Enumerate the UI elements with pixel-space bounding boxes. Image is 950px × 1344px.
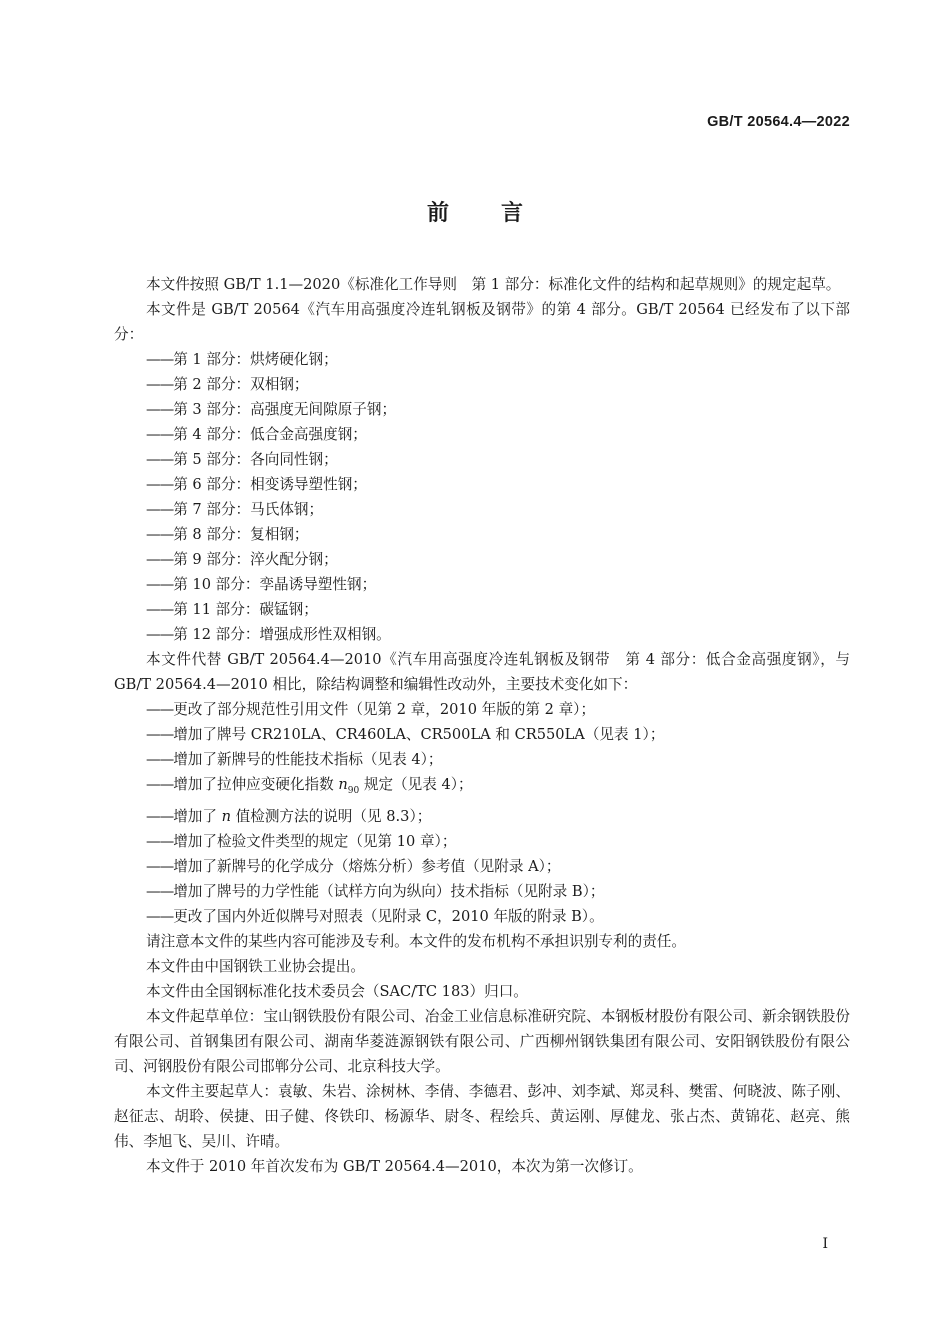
revision-history: 本文件于 2010 年首次发布为 GB/T 20564.4—2010，本次为第一次修订。 [146, 1157, 643, 1175]
standard-code: GB/T 20564.4—2022 [707, 114, 850, 130]
page-title: 前言 [426, 201, 575, 226]
drafters: 本文件主要起草人：袁敏、朱岩、涂树林、李倩、李德君、彭冲、刘李斌、郑灵科、樊雷、何晓波、陈子刚、赵征志、胡聆、侯捷、田子健、佟铁印、杨源华、尉冬、程绘兵、黄运刚、厚健龙、张占杰、黄锦花、赵亮、熊伟、李旭飞、吴川、许晴。 [114, 1082, 850, 1150]
document-body [114, 272, 850, 1179]
subscript-90: 90 [347, 785, 360, 796]
change-text: 增加了 [173, 807, 222, 825]
change-text: 值检测方法的说明（见 8.3）； [231, 807, 432, 825]
replacement-paragraph: 本文件代替 GB/T 20564.4—2010《汽车用高强度冷连轧钢板及钢带 第 4 部分：低合金高强度钢》，与 GB/T 20564.4—2010 相比，除结构调整和编辑性改动外，主要技术变化如下： [114, 651, 850, 693]
variable-n: n [221, 807, 232, 825]
patent-notice: 请注意本文件的某些内容可能涉及专利。本文件的发布机构不承担识别专利的责任。 [146, 932, 686, 950]
proposer-statement: 本文件由中国钢铁工业协会提出。 [146, 957, 365, 975]
committee-statement: 本文件由全国钢标准化技术委员会（SAC/TC 183）归口。 [146, 982, 528, 1000]
part-list-item: —— 第 12 部分：增强成形性双相钢。 [114, 622, 850, 647]
change-list-item: —— 更改了国内外近似牌号对照表（见附录 C，2010 年版的附录 B）。 [114, 904, 850, 929]
change-list-item: —— 增加了检验文件类型的规定（见第 10 章）； [114, 829, 850, 854]
part-list-item: —— 第 7 部分：马氏体钢； [114, 497, 850, 522]
change-text: 增加了拉伸应变硬化指数 [173, 776, 339, 793]
part-list-item: —— 第 8 部分：复相钢； [114, 522, 850, 547]
change-list-item: —— 增加了新牌号的化学成分（熔炼分析）参考值（见附录 A）； [114, 854, 850, 879]
part-list-item: —— 第 10 部分：孪晶诱导塑性钢； [114, 572, 850, 597]
change-list-item: —— 增加了新牌号的性能技术指标（见表 4）； [114, 747, 850, 772]
part-list-item: —— 第 9 部分：淬火配分钢； [114, 547, 850, 572]
intro-paragraph-drafting: 本文件按照 GB/T 1.1—2020《标准化工作导则 第 1 部分：标准化文件的结构和起草规则》的规定起草。 [146, 276, 841, 293]
change-list-item [114, 772, 850, 804]
part-list-item: —— 第 1 部分：烘烤硬化钢； [114, 347, 850, 372]
part-list-item: —— 第 4 部分：低合金高强度钢； [114, 422, 850, 447]
variable-n: n [338, 776, 348, 793]
page-number: I [822, 1236, 828, 1252]
part-list-item: —— 第 6 部分：相变诱导塑性钢； [114, 472, 850, 497]
part-list-item: —— 第 11 部分：碳锰钢； [114, 597, 850, 622]
drafting-units: 本文件起草单位：宝山钢铁股份有限公司、冶金工业信息标准研究院、本钢板材股份有限公司、新余钢铁股份有限公司、首钢集团有限公司、湖南华菱涟源钢铁有限公司、广西柳州钢铁集团有限公司、安阳钢铁股份有限公司、河钢股份有限公司邯郸分公司、北京科技大学。 [114, 1007, 850, 1075]
change-list-item: —— 更改了部分规范性引用文件（见第 2 章，2010 年版的第 2 章）； [114, 697, 850, 722]
part-list-item: —— 第 3 部分：高强度无间隙原子钢； [114, 397, 850, 422]
part-list-item: —— 第 5 部分：各向同性钢； [114, 447, 850, 472]
change-list-item: —— 增加了牌号的力学性能（试样方向为纵向）技术指标（见附录 B）； [114, 879, 850, 904]
change-list-item [114, 804, 850, 829]
part-list-item: —— 第 2 部分：双相钢； [114, 372, 850, 397]
change-text: 规定（见表 4）； [359, 776, 473, 793]
change-list-item: —— 增加了牌号 CR210LA、CR460LA、CR500LA 和 CR550LA（见表 1）； [114, 722, 850, 747]
intro-paragraph-series: 本文件是 GB/T 20564《汽车用高强度冷连轧钢板及钢带》的第 4 部分。GB/T 20564 已经发布了以下部分： [114, 301, 850, 343]
